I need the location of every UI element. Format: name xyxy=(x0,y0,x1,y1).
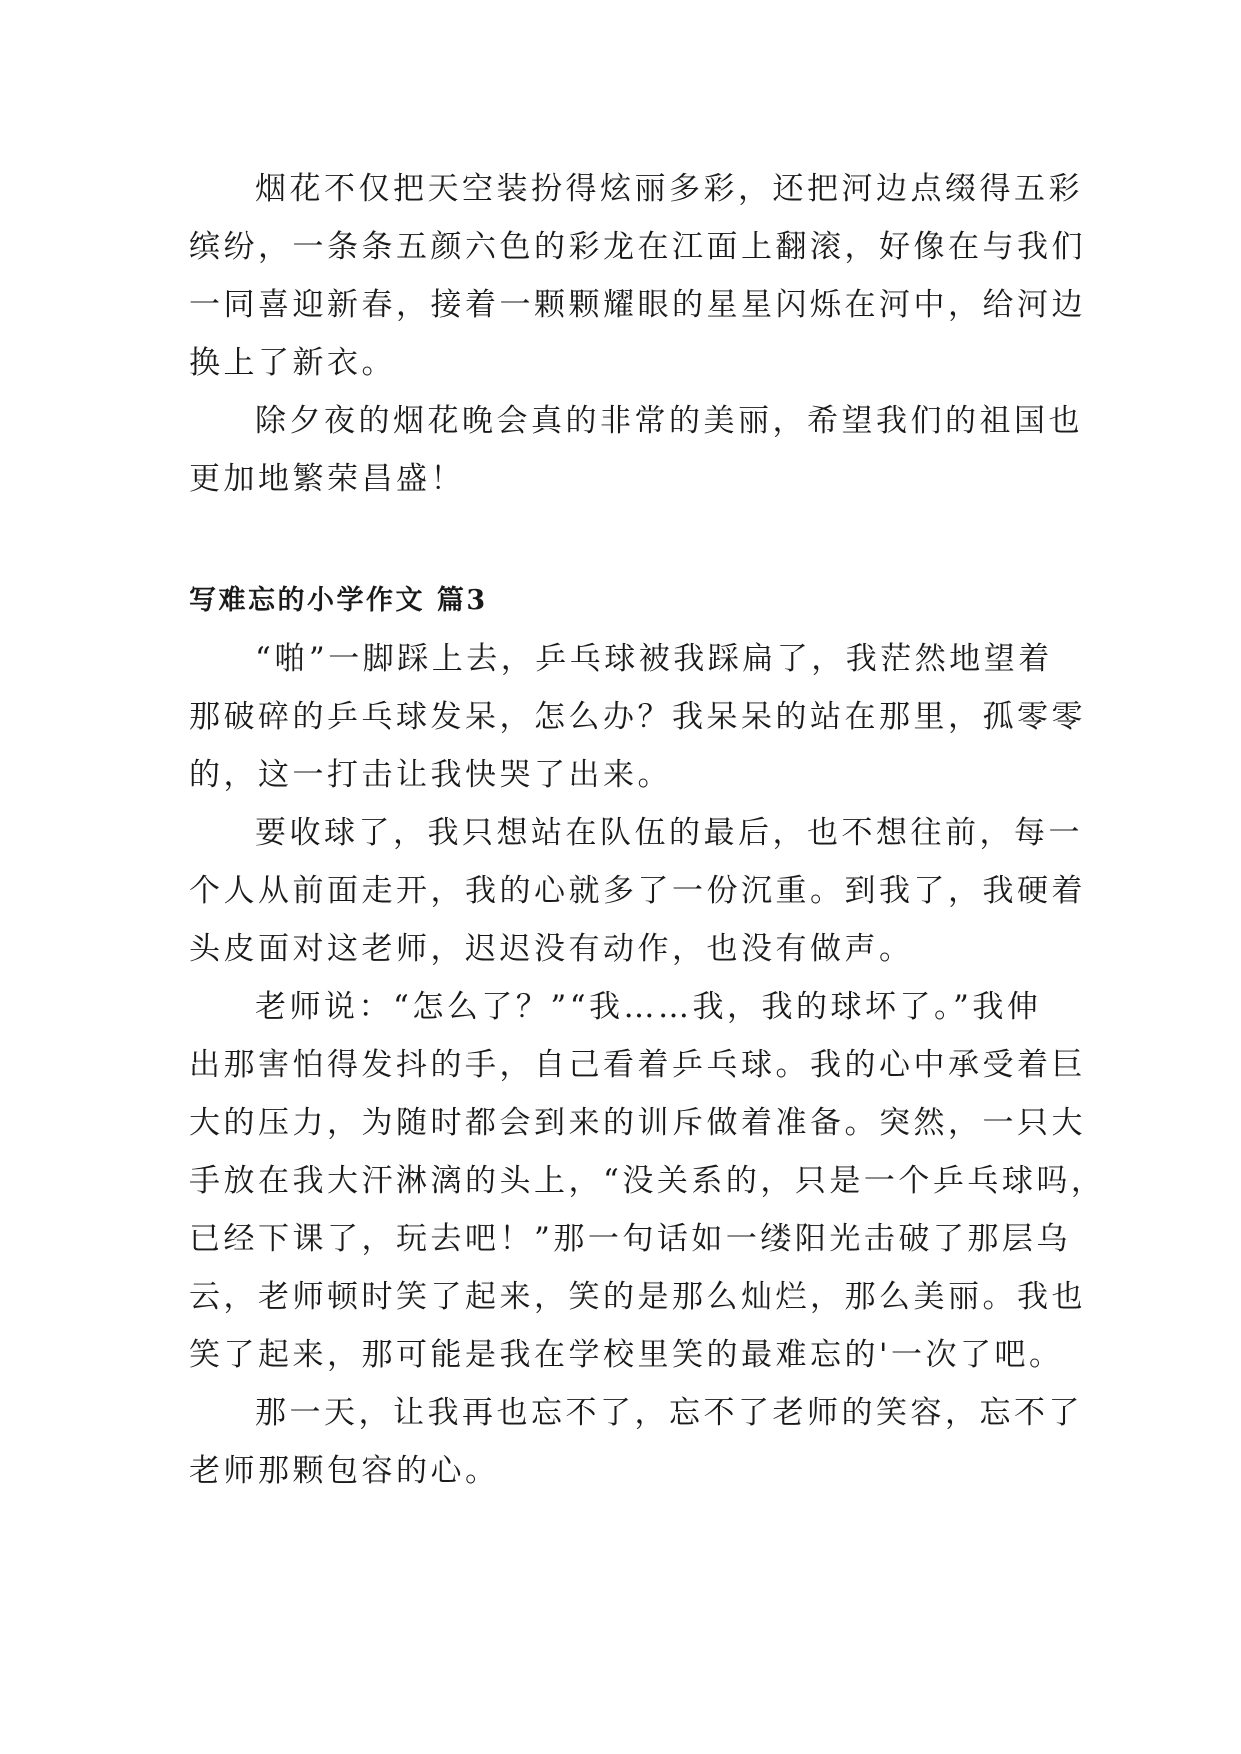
text-line: 烟花不仅把天空装扮得炫丽多彩，还把河边点缀得五彩 xyxy=(255,171,1083,207)
text-line: 老师那颗包容的心。 xyxy=(189,1453,500,1489)
text-line: 出那害怕得发抖的手，自己看着乒乓球。我的心中承受着巨 xyxy=(189,1047,1086,1083)
document-body xyxy=(189,160,1106,1500)
text-line: “啪”一脚踩上去，乒乓球被我踩扁了，我茫然地望着 xyxy=(255,641,1053,677)
text-line: 的，这一打击让我快哭了出来。 xyxy=(189,757,672,793)
paragraph-fireworks-river xyxy=(189,160,1086,392)
text-line: 老师说：“怎么了？”“我……我，我的球坏了。”我伸 xyxy=(255,989,1042,1025)
paragraph-ping-pong-broken xyxy=(189,630,1086,804)
text-line: 个人从前面走开，我的心就多了一份沉重。到我了，我硬着 xyxy=(189,873,1086,909)
text-line: 云，老师顿时笑了起来，笑的是那么灿烂，那么美丽。我也 xyxy=(189,1279,1086,1315)
paragraph-teacher-reaction xyxy=(189,978,1106,1384)
text-line: 缤纷，一条条五颜六色的彩龙在江面上翻滚，好像在与我们 xyxy=(189,229,1086,265)
text-line: 头皮面对这老师，迟迟没有动作，也没有做声。 xyxy=(189,931,914,967)
text-line: 更加地繁荣昌盛！ xyxy=(189,461,465,497)
text-line: 那破碎的乒乓球发呆，怎么办？我呆呆的站在那里，孤零零 xyxy=(189,699,1086,735)
paragraph-unforgettable-day xyxy=(189,1384,1083,1500)
text-line: 手放在我大汗淋漓的头上，“没关系的，只是一个乒乓球吗， xyxy=(189,1163,1106,1199)
text-line: 要收球了，我只想站在队伍的最后，也不想往前，每一 xyxy=(255,815,1083,851)
text-line: 笑了起来，那可能是我在学校里笑的最难忘的'一次了吧。 xyxy=(189,1337,1064,1373)
text-line: 那一天，让我再也忘不了，忘不了老师的笑容，忘不了 xyxy=(255,1395,1083,1431)
paragraph-new-year-eve xyxy=(189,392,1083,508)
text-line: 除夕夜的烟花晚会真的非常的美丽，希望我们的祖国也 xyxy=(255,403,1083,439)
text-line: 一同喜迎新春，接着一颗颗耀眼的星星闪烁在河中，给河边 xyxy=(189,287,1086,323)
text-line: 已经下课了，玩去吧！”那一句话如一缕阳光击破了那层乌 xyxy=(189,1221,1071,1257)
text-line: 换上了新衣。 xyxy=(189,345,396,381)
paragraph-collecting-balls xyxy=(189,804,1086,978)
section-title: 写难忘的小学作文 篇3 xyxy=(189,585,488,616)
text-line: 大的压力，为随时都会到来的训斥做着准备。突然，一只大 xyxy=(189,1105,1086,1141)
